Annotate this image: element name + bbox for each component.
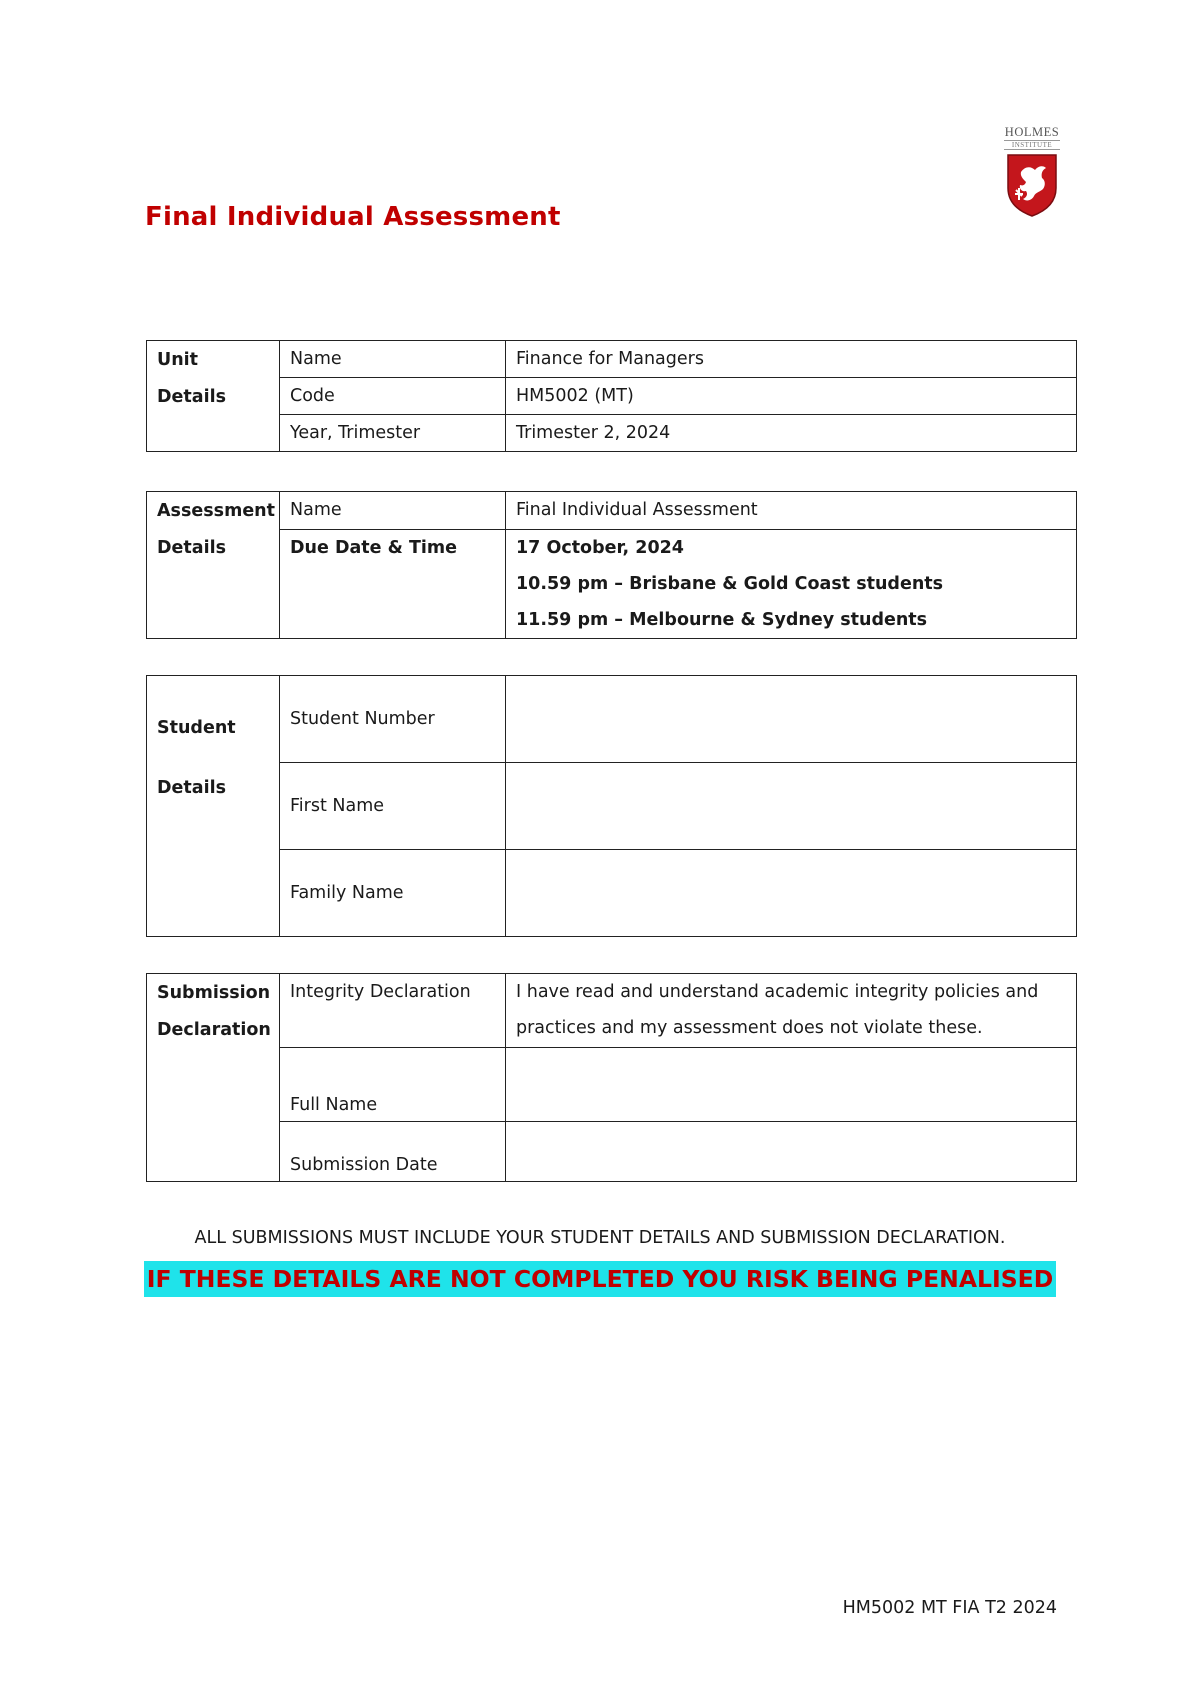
- submission-date-label: Submission Date: [280, 1122, 506, 1182]
- assessment-details-header: [147, 492, 280, 639]
- header-line: Details: [157, 538, 226, 558]
- logo-wordmark: HOLMES: [1004, 125, 1060, 139]
- header-line: Unit: [157, 350, 199, 370]
- student-number-label: Student Number: [280, 676, 506, 763]
- integrity-declaration-label: Integrity Declaration: [280, 974, 506, 1048]
- penalty-warning: IF THESE DETAILS ARE NOT COMPLETED YOU RISK BEING PENALISED: [144, 1261, 1056, 1297]
- page-title: Final Individual Assessment: [145, 202, 561, 232]
- header-line: Submission: [157, 983, 271, 1003]
- full-name-label: Full Name: [280, 1048, 506, 1122]
- unit-name-value: Finance for Managers: [506, 341, 1077, 378]
- unit-trimester-label: Year, Trimester: [280, 415, 506, 452]
- header-line: Assessment: [157, 501, 276, 521]
- assessment-name-value: Final Individual Assessment: [506, 492, 1077, 530]
- unit-details-header: [147, 341, 280, 452]
- logo-subtitle: INSTITUTE: [1004, 140, 1060, 150]
- integrity-text-line: practices and my assessment does not violate these.: [516, 1018, 983, 1038]
- assessment-name-label: Name: [280, 492, 506, 530]
- submission-declaration-header: [147, 974, 280, 1182]
- due-date-label: Due Date & Time: [280, 530, 506, 639]
- unit-details-table: [146, 340, 1077, 452]
- full-name-field[interactable]: [506, 1048, 1077, 1122]
- student-details-header: [147, 676, 280, 937]
- unit-trimester-value: Trimester 2, 2024: [506, 415, 1077, 452]
- header-line: Student: [157, 718, 236, 738]
- integrity-text-line: I have read and understand academic integrity policies and: [516, 982, 1039, 1002]
- due-date-line: 17 October, 2024: [516, 538, 684, 558]
- student-details-table: [146, 675, 1077, 937]
- holmes-institute-logo: [1000, 126, 1064, 220]
- due-date-value: [506, 530, 1077, 639]
- family-name-label: Family Name: [280, 850, 506, 937]
- student-number-field[interactable]: [506, 676, 1077, 763]
- family-name-field[interactable]: [506, 850, 1077, 937]
- unit-code-label: Code: [280, 378, 506, 415]
- page-footer: HM5002 MT FIA T2 2024: [842, 1598, 1057, 1618]
- first-name-field[interactable]: [506, 763, 1077, 850]
- first-name-label: First Name: [280, 763, 506, 850]
- header-line: Declaration: [157, 1020, 271, 1040]
- submission-declaration-table: [146, 973, 1077, 1182]
- assessment-details-table: [146, 491, 1077, 639]
- warning-container: [0, 1261, 1200, 1297]
- submission-notice: ALL SUBMISSIONS MUST INCLUDE YOUR STUDENT DETAILS AND SUBMISSION DECLARATION.: [194, 1228, 1006, 1248]
- header-line: Details: [157, 778, 226, 798]
- unit-name-label: Name: [280, 341, 506, 378]
- shield-crest-icon: [1005, 152, 1059, 218]
- submission-date-field[interactable]: [506, 1122, 1077, 1182]
- header-line: Details: [157, 387, 226, 407]
- integrity-declaration-text: [506, 974, 1077, 1048]
- due-time-brisbane: 10.59 pm – Brisbane & Gold Coast students: [516, 574, 944, 594]
- unit-code-value: HM5002 (MT): [506, 378, 1077, 415]
- due-time-melbourne: 11.59 pm – Melbourne & Sydney students: [516, 610, 928, 630]
